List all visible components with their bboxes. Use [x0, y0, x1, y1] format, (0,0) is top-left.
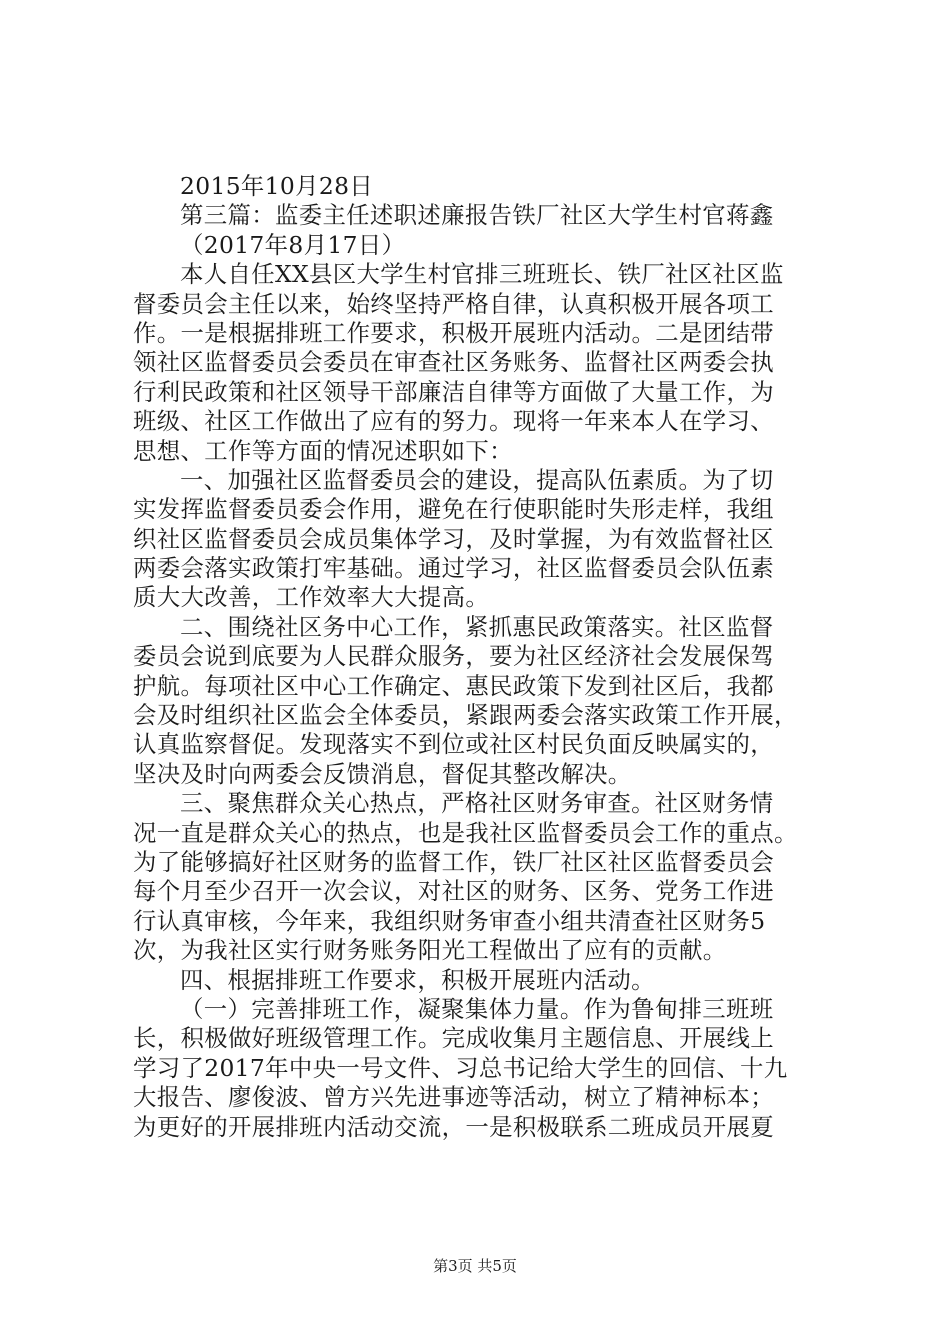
section-date: （2017年8月17日） — [180, 230, 406, 259]
paragraph-line: 作。一是根据排班工作要求，积极开展班内活动。二是团结带 — [133, 318, 774, 347]
paragraph-line: 织社区监督委员会成员集体学习，及时掌握，为有效监督社区 — [133, 524, 774, 553]
paragraph-line: 两委会落实政策打牢基础。通过学习，社区监督委员会队伍素 — [133, 554, 774, 583]
paragraph-line: 行认真审核，今年来，我组织财务审查小组共清查社区财务5 — [133, 906, 766, 935]
paragraph-line: 坚决及时向两委会反馈消息，督促其整改解决。 — [133, 759, 632, 788]
paragraph-line: （一）完善排班工作，凝聚集体力量。作为鲁甸排三班班 — [180, 994, 774, 1023]
page-number-footer: 第3页 共5页 — [433, 1257, 517, 1275]
paragraph-line: 护航。每项社区中心工作确定、惠民政策下发到社区后，我都 — [133, 671, 774, 700]
paragraph-line: 会及时组织社区监会全体委员，紧跟两委会落实政策工作开展， — [133, 701, 798, 730]
paragraph-line: 班级、社区工作做出了应有的努力。现将一年来本人在学习、 — [133, 407, 774, 436]
paragraph-line: 一、加强社区监督委员会的建设，提高队伍素质。为了切 — [180, 465, 774, 494]
paragraph-line: 领社区监督委员会委员在审查社区务账务、监督社区两委会执 — [133, 348, 774, 377]
paragraph-line: 委员会说到底要为人民群众服务，要为社区经济社会发展保驾 — [133, 642, 774, 671]
section-title: 第三篇：监委主任述职述廉报告铁厂社区大学生村官蒋鑫 — [180, 201, 774, 230]
paragraph-line: 长，积极做好班级管理工作。完成收集月主题信息、开展线上 — [133, 1024, 774, 1053]
paragraph-line: 大报告、廖俊波、曾方兴先进事迹等活动，树立了精神标本； — [133, 1083, 774, 1112]
paragraph-line: 认真监察督促。发现落实不到位或社区村民负面反映属实的， — [133, 730, 774, 759]
paragraph-line: 为了能够搞好社区财务的监督工作，铁厂社区社区监督委员会 — [133, 847, 774, 876]
paragraph-line: 二、围绕社区务中心工作，紧抓惠民政策落实。社区监督 — [180, 612, 774, 641]
paragraph-line: 学习了2017年中央一号文件、习总书记给大学生的回信、十九 — [133, 1053, 788, 1082]
paragraph-line: 本人自任XX县区大学生村官排三班班长、铁厂社区社区监 — [180, 260, 784, 289]
date-line: 2015年10月28日 — [180, 172, 374, 200]
paragraph-line: 质大大改善，工作效率大大提高。 — [133, 583, 490, 612]
paragraph-line: 三、聚焦群众关心热点，严格社区财务审查。社区财务情 — [180, 789, 774, 818]
paragraph-line: 次，为我社区实行财务账务阳光工程做出了应有的贡献。 — [133, 936, 727, 965]
paragraph-line: 实发挥监督委员委会作用，避免在行使职能时失形走样，我组 — [133, 495, 774, 524]
paragraph-line: 每个月至少召开一次会议，对社区的财务、区务、党务工作进 — [133, 877, 774, 906]
paragraph-line: 为更好的开展排班内活动交流，一是积极联系二班成员开展夏 — [133, 1112, 774, 1141]
paragraph-line: 四、根据排班工作要求，积极开展班内活动。 — [180, 965, 655, 994]
paragraph-line: 思想、工作等方面的情况述职如下： — [133, 436, 513, 465]
paragraph-line: 督委员会主任以来，始终坚持严格自律，认真积极开展各项工 — [133, 289, 774, 318]
document-body — [133, 172, 833, 1142]
paragraph-line: 况一直是群众关心的热点，也是我社区监督委员会工作的重点。 — [133, 818, 798, 847]
paragraph-line: 行利民政策和社区领导干部廉洁自律等方面做了大量工作，为 — [133, 377, 774, 406]
